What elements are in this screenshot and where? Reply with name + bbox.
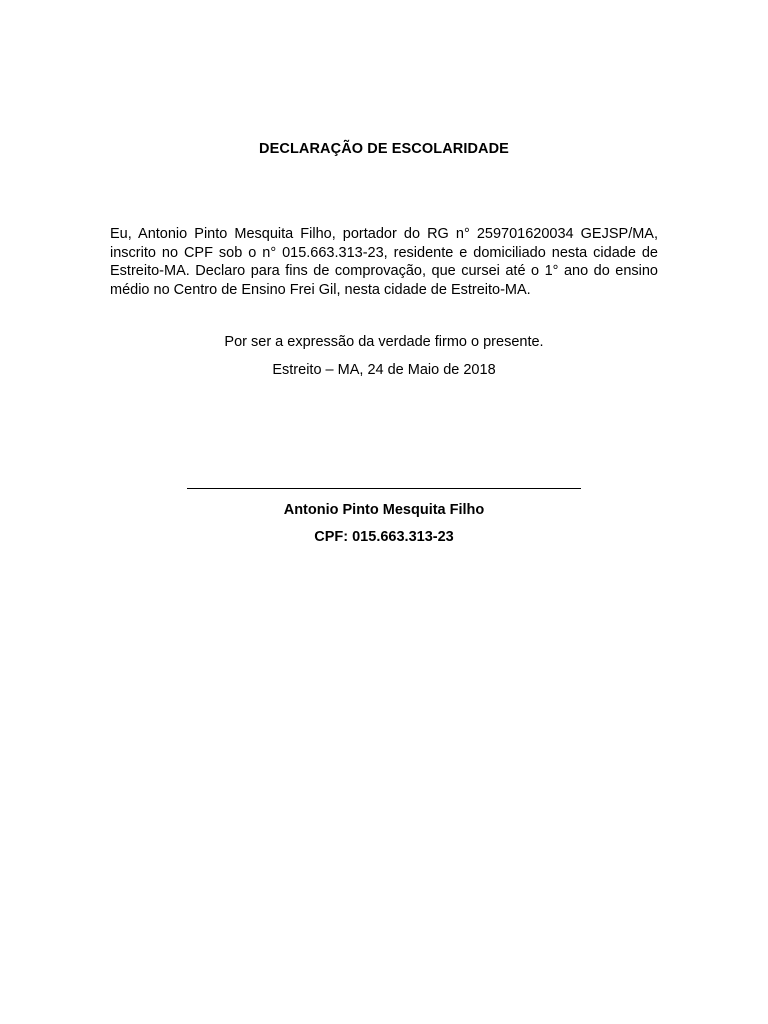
signer-cpf: CPF: 015.663.313-23 — [314, 529, 454, 545]
document-title: DECLARAÇÃO DE ESCOLARIDADE — [259, 141, 509, 157]
place-and-date: Estreito – MA, 24 de Maio de 2018 — [272, 362, 496, 378]
signature-line — [187, 488, 581, 489]
declaration-body: Eu, Antonio Pinto Mesquita Filho, portador do RG n° 259701620034 GEJSP/MA, inscrito no CPF sob o n° 015.663.313-23, residente e domiciliado nesta cidade de Estreito-MA. Declaro para fins de comprovação, que cursei até o 1° ano do ensino médio no Centro de Ensino Frei Gil, nesta cidade de Estreito-MA. — [110, 226, 658, 298]
closing-statement: Por ser a expressão da verdade firmo o presente. — [224, 334, 544, 350]
signer-name: Antonio Pinto Mesquita Filho — [283, 502, 485, 518]
